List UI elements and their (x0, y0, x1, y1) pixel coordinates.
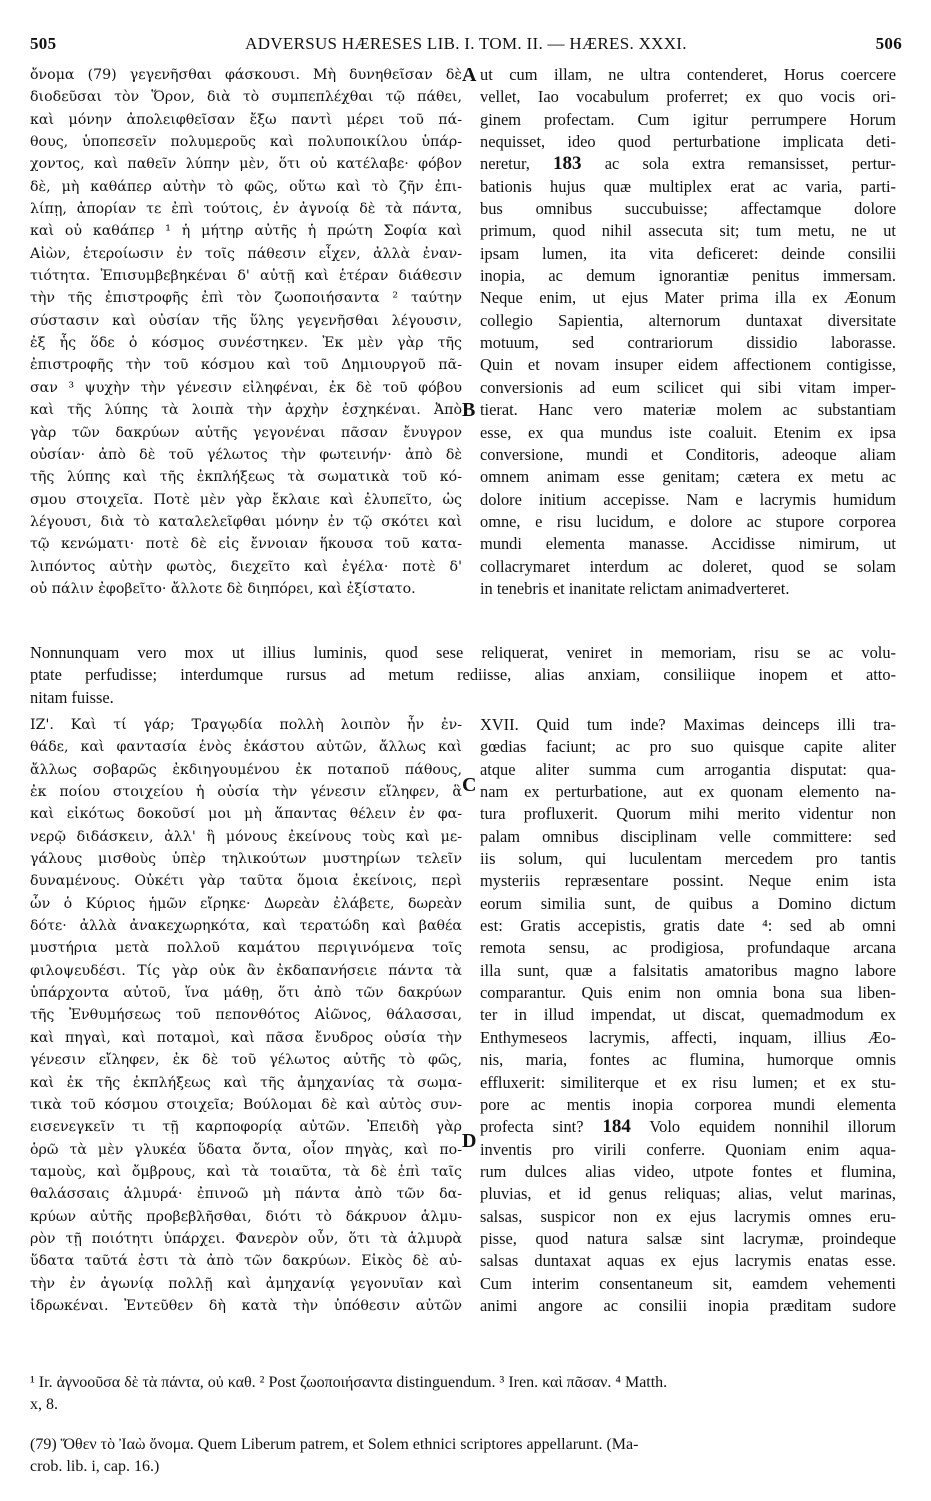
greek-bottom-line: ἄλλως σοβαρῶς ἐκδιηγουμένου ἐκ ποταποῦ πάθους, (30, 761, 462, 778)
greek-bottom-line: φιλοψευδέσι. Τίς γὰρ οὐκ ἂν ἐκδαπανήσειε πάντα τὰ (30, 962, 462, 979)
latin-top-line: tierat. Hanc vero materiæ molem ac substantiam (480, 400, 896, 420)
greek-top-line: οὐσίαν· ἀπὸ δὲ τοῦ γέλωτος τὴν φωτεινήν· ἀπὸ δὲ (30, 446, 462, 463)
latin-bottom-line: est: Gratis accepistis, gratis date ⁴: sed ab omni (480, 916, 896, 936)
margin-marker-a: A (462, 64, 477, 86)
latin-bottom-line: animi angore ac consilii inopia præditam sudore (480, 1295, 896, 1315)
greek-top-line: οὐ πάλιν ἐφοβεῖτο· ἄλλοτε δὲ διηπόρει, καὶ ἐξίστατο. (30, 580, 416, 597)
greek-top-line: λιπόντος αὐτὴν φωτὸς, διεχεῖτο καὶ ἐγέλα· ποτὲ δ' (30, 558, 462, 575)
greek-bottom-line: καὶ πηγαὶ, καὶ ποταμοὶ, καὶ πᾶσα ἔνυδρος οὐσία τὴν (30, 1029, 462, 1046)
greek-top-line: τὴν τῆς ἐπιστροφῆς ἐπὶ τὸν ζωοποιήσαντα ² ταύτην (30, 290, 462, 307)
latin-bottom-line: gœdias faciunt; ac pro suo quisque capite aliter (480, 737, 896, 757)
latin-column-top (480, 64, 896, 600)
footnote-line: ¹ Ir. ἀγνοοῦσα δὲ τὰ πάντα, οὐ καθ. ² Post ζωοποιήσαντα distinguendum. ³ Iren. καὶ πᾶσαν. ⁴ Matth. (30, 1374, 668, 1391)
latin-top-line: nequisset, ideo quod perturbatione implicata deti- (480, 132, 896, 152)
greek-bottom-line: ρὸν τῇ ποιότητι ὑπάρχει. Φανερὸν οὖν, ὅτι τὰ ἁλμυρὰ (30, 1230, 462, 1247)
page-number-right: 506 (875, 34, 902, 53)
latin-bottom-line: rum dulces alias video, utpote fontes et flumina, (480, 1161, 896, 1181)
greek-bottom-line: θάδε, καὶ φαντασία ἑνὸς ἑκάστου αὐτῶν, ἄλλως καὶ (30, 739, 462, 756)
latin-top-line: bationis hujus quæ multiplex erat ac varia, parti- (480, 176, 896, 196)
latin-top-line: conversionis ad eum scilicet qui sibi vitam imper- (480, 377, 896, 397)
greek-bottom-line: ὧν ὁ Κύριος ἡμῶν εἴρηκε· Δωρεὰν ἐλάβετε, δωρεὰν (30, 895, 462, 912)
full-width-line: ptate perfudisse; interdumque rursus ad metum rediisse, alias anxiam, consiliique inopem et atto- (30, 665, 896, 685)
latin-bottom-line: nis, maria, fontes ac flumina, humorque omnis (480, 1050, 896, 1070)
latin-top-line: Quin et novam insuper eidem affectionem contigisse, (480, 355, 896, 375)
greek-top-line: θους, ὑποπεσεῖν πολυμεροῦς καὶ πολυποικίλου ὑπάρ- (30, 134, 462, 151)
latin-bottom-line: iis solum, qui luculentam mercedem pro tantis (480, 849, 896, 869)
margin-marker-c: C (462, 774, 477, 796)
latin-top-line: bus omnibus succubuisse; affectamque dolore (480, 199, 896, 219)
margin-marker-d: D (462, 1130, 477, 1152)
greek-column-top (30, 64, 462, 600)
full-width-line: Nonnunquam vero mox ut illius luminis, quod sese reliquerat, veniret in memoriam, risu se ac volu- (30, 643, 896, 662)
commentary-line: (79) Ὅθεν τὸ Ἰαὼ ὄνομα. Quem Liberum patrem, et Solem ethnici scriptores appellarunt. (Ma- (30, 1436, 639, 1453)
latin-bottom-line: comparantur. Quis enim non omnia bona sua liben- (480, 983, 896, 1003)
latin-line-184: profecta sint? 184 Volo equidem nonnihil illorum (480, 1116, 896, 1138)
latin-bottom-line: eorum similia sunt, de quibus a Domino dictum (480, 893, 896, 913)
latin-bottom-line: effluxerit: similiterque et ex risu lumen; et ex stu- (480, 1072, 896, 1092)
greek-bottom-line: καὶ εἰκότως δοκοῦσί μοι μὴ ἅπαντας θέλειν ἐν φα- (30, 806, 462, 823)
greek-bottom-line: δυναμένους. Οὐκέτι γὰρ ταῦτα ὅμοια ἐκείνοις, περὶ (30, 873, 462, 890)
greek-column-bottom (30, 714, 462, 1317)
latin-top-line: Neque enim, ut ejus Mater prima illa ex Æonum (480, 288, 896, 308)
greek-top-line: καὶ τῆς λύπης τὰ λοιπὰ τὴν ἀρχὴν ἐσχηκέναι. Ἀπὸ (30, 402, 462, 419)
greek-bottom-line: ὑπάρχοντα αὐτοῦ, ἵνα μάθῃ, ὅτι ἀπὸ τῶν δακρύων (30, 985, 462, 1002)
greek-top-line: χοντος, καὶ παθεῖν λύπην μὲν, ὅτι οὐ κατέλαβε· φόβον (30, 156, 462, 173)
latin-bottom-line: nam ex perturbatione, aut ex quonam elemento na- (480, 782, 896, 802)
running-title: ADVERSUS HÆRESES LIB. I. TOM. II. — HÆRES. XXXI. (245, 34, 687, 53)
latin-bottom-line: Cum interim consentaneum sit, eamdem vehementi (480, 1273, 896, 1293)
latin-bottom-line: atque aliter summa cum arrogantia disputat: qua- (480, 759, 896, 779)
greek-bottom-line: καὶ ἐκ τῆς ἐκπλήξεως καὶ τῆς ἀμηχανίας τὰ σωμα- (30, 1074, 462, 1091)
latin-bottom-line: salsas duntaxat aquas ex ejus lacrymis enatas esse. (480, 1251, 896, 1271)
greek-bottom-line: ὕδατα ταῦτά ἐστι τὰ ἀπὸ τῶν δακρύων. Εἰκὸς δὲ αὐ- (30, 1253, 462, 1270)
latin-bottom-line: XVII. Quid tum inde? Maximas deinceps illi tra- (480, 715, 896, 734)
greek-bottom-line: θαλάσσαις ἁλμυρά· ἐπινοῶ μὴ πάντα ἀπὸ τῶν δα- (30, 1186, 462, 1203)
commentary-line: crob. lib. i, cap. 16.) (30, 1458, 160, 1475)
greek-bottom-line: δότε· ἀλλὰ ἀνακεχωρηκότα, καὶ τερατώδη καὶ βαθέα (30, 918, 462, 935)
latin-bottom-line: pluvias, et id genus reliquas; alias, velut marinas, (480, 1184, 896, 1204)
latin-bottom-line: pisse, quod natura salsæ sint lacrymæ, proindeque (480, 1228, 896, 1248)
latin-top-line: omne, e risu lucidum, e dolore ac stupore corporea (480, 511, 896, 531)
greek-top-line: ὄνομα (79) γεγενῆσθαι φάσκουσι. Μὴ δυνηθεῖσαν δὲ (30, 67, 462, 83)
greek-top-line: τῷ κενώματι· ποτὲ δὲ εἰς ἔννοιαν ἥκουσα τοῦ κατα- (30, 536, 462, 553)
full-width-line: nitam fuisse. (30, 687, 114, 707)
greek-bottom-line: κρύων αὐτῆς προβεβλῆσθαι, διότι τὸ δάκρυον ἁλμυ- (30, 1208, 462, 1225)
latin-bottom-line: tura profluxerit. Quorum mihi merito videntur non (480, 804, 896, 824)
latin-top-line: vellet, Iao vocabulum proferret; ex quo vocis ori- (480, 87, 896, 107)
latin-top-line: primum, quod nihil assecuta sit; tum metu, ne ut (480, 221, 896, 241)
greek-bottom-line: τὴν ἐν ἀγωνίᾳ πολλῇ καὶ ἀμηχανίᾳ γεγονυῖαν καὶ (30, 1275, 462, 1292)
latin-top-line: conversione, mundi et Conditoris, adeoque aliam (480, 444, 896, 464)
greek-top-line: λίπῃ, ἀπορίαν τε ἐπὶ τούτοις, ἐν ἀγνοίᾳ δὲ τὰ πάντα, (30, 201, 462, 218)
footnote-line: x, 8. (30, 1396, 58, 1413)
latin-top-line: mundi elementa manasse. Accidisse nimirum, ut (480, 534, 896, 554)
latin-top-line: omnem animam esse genitam; cætera ex metu ac (480, 467, 896, 487)
greek-top-line: ἐπιστροφῆς τὴν τοῦ κόσμου καὶ τοῦ Δημιουργοῦ πᾶ- (30, 357, 462, 374)
latin-top-line: ut cum illam, ne ultra contenderet, Horus coercere (480, 65, 896, 84)
greek-bottom-line: εισενεγκεῖν τι τῇ καρποφορίᾳ αὐτῶν. Ἐπειδὴ γὰρ (30, 1119, 462, 1136)
latin-top-line: dolore initium accepisse. Nam e lacrymis humidum (480, 489, 896, 509)
greek-top-line: τῆς λύπης καὶ τῆς ἐκπλήξεως τὰ σωματικὰ τοῦ κό- (30, 469, 462, 486)
latin-top-line: in tenebris et inanitate relictam animadverteret. (480, 578, 790, 598)
latin-top-line: inopia, ac demum ignorantiæ penitus immersam. (480, 266, 896, 286)
greek-bottom-line: τῆς Ἐνθυμήσεως τοῦ πεπονθότος Αἰῶνος, θάλασσαι, (30, 1007, 462, 1024)
greek-top-line: διοδεῦσαι τὸν Ὅρον, διὰ τὸ συμπεπλέχθαι τῷ πάθει, (30, 89, 462, 106)
greek-top-line: λέγουσι, διὰ τὸ καταλελεῖφθαι μόνην ἐν τῷ σκότει καὶ (30, 513, 462, 530)
greek-top-line: σμου στοιχεῖα. Ποτὲ μὲν γὰρ ἔκλαιε καὶ ἐλυπεῖτο, ὡς (30, 491, 462, 508)
greek-top-line: καὶ οὐ καθάπερ ¹ ἡ μήτηρ αὐτῆς ἡ πρώτη Σοφία καὶ (30, 223, 462, 240)
greek-top-line: δὲ, μὴ καθάπερ αὐτὴν τὸ φῶς, οὕτω καὶ τὸ ζῆν ἐπι- (30, 178, 462, 195)
latin-bottom-line: salsas, suspicor non ex ejus lacrymis omnes eru- (480, 1206, 896, 1226)
latin-bottom-line: remota sensu, ac prodigiosa, profundaque arcana (480, 938, 896, 958)
greek-top-line: τιότητα. Ἐπισυμβεβηκέναι δ' αὐτῇ καὶ ἑτέραν διάθεσιν (30, 268, 462, 285)
latin-top-line: collacrymaret interdum ac doleret, quod se solam (480, 556, 896, 576)
latin-top-line: ipsam lumen, ita vita deficeret: deinde consilii (480, 243, 896, 263)
latin-line-183: neretur, 183 ac sola extra remansisset, pertur- (480, 153, 896, 175)
greek-bottom-line: νερῷ διδάσκειν, ἀλλ' ἢ μόνους ἐκείνους τοὺς καὶ με- (30, 828, 462, 845)
column-number-184: 184 (602, 1116, 631, 1138)
latin-bottom-line: illa sunt, quæ a falsitatis amatoribus magno labore (480, 960, 896, 980)
column-number-183: 183 (553, 153, 582, 175)
greek-bottom-line: ἐκ ποίου στοιχείου ἡ οὐσία τὴν γένεσιν εἴληφεν, ἃ (30, 784, 462, 801)
margin-marker-b: B (462, 399, 476, 421)
greek-top-line: σύστασιν καὶ οὐσίαν τῆς ὕλης γεγενῆσθαι λέγουσιν, (30, 312, 462, 329)
greek-top-line: γὰρ τῶν δακρύων αὐτῆς γεγονέναι πᾶσαν ἔνυγρον (30, 424, 462, 441)
latin-top-line: motuum, sed contrariorum dissidio laborasse. (480, 333, 896, 353)
full-width-text (30, 642, 896, 709)
latin-bottom-line: inventis pro virili conferre. Quoniam enim aqua- (480, 1139, 896, 1159)
greek-bottom-line: μυστήρια μετὰ πολλοῦ καμάτου περιγινόμενα τοῖς (30, 940, 462, 957)
greek-bottom-line: ἱδρωκέναι. Ἐντεῦθεν δὴ κατὰ τὴν ὑπόθεσιν αὐτῶν (30, 1297, 462, 1314)
latin-column-bottom (480, 714, 896, 1317)
greek-bottom-line: γένεσιν εἴληφεν, ἐκ δὲ τοῦ γέλωτος αὐτῆς τὸ φῶς, (30, 1052, 462, 1069)
greek-bottom-line: ΙΖ'. Καὶ τί γάρ; Τραγῳδία πολλὴ λοιπὸν ἦν ἐν- (30, 717, 462, 733)
latin-bottom-line: pore ac mentis inopia corporea mundi elementa (480, 1094, 896, 1114)
greek-top-line: καὶ μόνην ἀπολειφθεῖσαν ἔξω παντὶ μέρει τοῦ πά- (30, 111, 462, 128)
greek-top-line: σαν ³ ψυχὴν τὴν γένεσιν εἰληφέναι, ἐκ δὲ τοῦ φόβου (30, 379, 462, 396)
latin-bottom-line: ter in illud impendat, ut discat, quemadmodum ex (480, 1005, 896, 1025)
greek-bottom-line: τικὰ τοῦ κόσμου στοιχεῖα; Βούλομαι δὲ καὶ αὐτὸς συν- (30, 1096, 462, 1113)
greek-bottom-line: γάλους μισθοὺς ὑπὲρ τηλικούτων μυστηρίων τελεῖν (30, 851, 462, 868)
footnotes (30, 1372, 896, 1416)
greek-bottom-line: ταμοὺς, καὶ ὄμβρους, καὶ τὰ τοιαῦτα, τὰ δὲ ἐπὶ ταῖς (30, 1163, 462, 1180)
commentary-note (30, 1434, 896, 1478)
latin-top-line: collegio Sapientia, alternorum duntaxat diversitate (480, 310, 896, 330)
latin-bottom-line: Enthymeseos lacrymis, affecti, inquam, illius Æo- (480, 1027, 896, 1047)
page-header (30, 34, 902, 56)
latin-bottom-line: palam omnibus disciplinam velle committere: sed (480, 826, 896, 846)
latin-top-line: ginem profectam. Cum igitur perrumpere Horum (480, 109, 896, 129)
latin-top-line: esse, ex qua mundus iste coaluit. Etenim ex ipsa (480, 422, 896, 442)
latin-bottom-line: mysteriis repræsentare possint. Neque enim ista (480, 871, 896, 891)
greek-bottom-line: ὁρῶ τὰ μὲν γλυκέα ὕδατα ὄντα, οἷον πηγὰς, καὶ πο- (30, 1141, 462, 1158)
greek-top-line: Αἰὼν, ἑτεροίωσιν ἐν τοῖς πάθεσιν εἶχεν, ἀλλὰ ἐναν- (30, 245, 462, 262)
greek-top-line: ἐξ ἧς ὅδε ὁ κόσμος συνέστηκεν. Ἐκ μὲν γὰρ τῆς (30, 335, 462, 352)
page-number-left: 505 (30, 34, 57, 53)
